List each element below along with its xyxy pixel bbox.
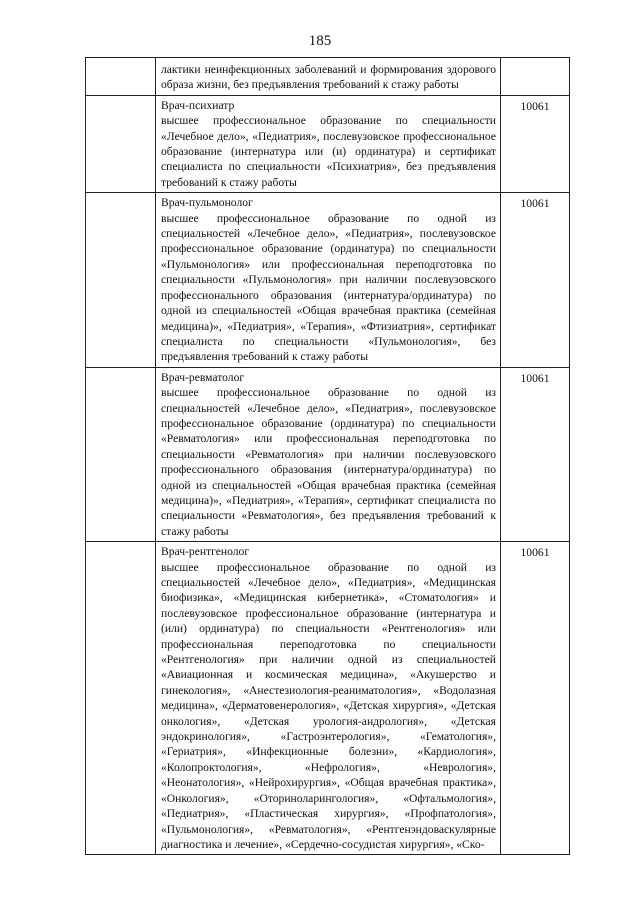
position-code bbox=[501, 58, 569, 61]
code-cell bbox=[501, 367, 570, 541]
position-requirements: высшее профессиональное образование по одной из специальностей «Лечебное дело», «Педиатрия», послевузовское профессиональное образование (ординатура) по специальности «Пульмонология» или профессиональная переподготовка по специальности «Пульмонология» при наличии послевузовского профессионального образования (интернатура/ординатура) по одной из специальностей «Общая врачебная практика (семейная медицина)», «Педиатрия», «Терапия», «Фтизиатрия», сертификат специалиста по специальности «Пульмонология», без предъявления требований к стажу работы bbox=[161, 211, 496, 364]
table-row bbox=[86, 542, 570, 855]
page-number: 185 bbox=[308, 33, 332, 49]
code-cell bbox=[501, 58, 570, 96]
empty-cell bbox=[86, 367, 156, 541]
empty-cell bbox=[86, 542, 156, 855]
position-code: 10061 bbox=[520, 99, 550, 113]
position-title: Врач-рентгенолог bbox=[161, 545, 250, 559]
table-row bbox=[86, 367, 570, 541]
position-requirements: высшее профессиональное образование по специальности «Лечебное дело», «Педиатрия», послевузовское профессиональное образование (интернатура или (и) ординатура) и сертификат специалиста по специальности «Психиатрия», без предъявления требований к стажу работы bbox=[161, 114, 496, 189]
position-requirements: лактики неинфекционных заболеваний и формирования здорового образа жизни, без предъявления требований к стажу работы bbox=[161, 63, 496, 92]
empty-cell bbox=[86, 95, 156, 192]
code-cell bbox=[501, 542, 570, 855]
position-cell bbox=[156, 193, 501, 367]
position-requirements: высшее профессиональное образование по одной из специальностей «Лечебное дело», «Педиатрия», послевузовское профессиональное образование (ординатура) по специальности «Ревматология» или профессиональная переподготовка по специальности «Ревматология» при наличии послевузовского профессионального образования (интернатура/ординатура) по одной из специальностей «Общая врачебная практика (семейная медицина)», «Педиатрия», «Терапия», сертификат специалиста по специальности «Ревматология», без предъявления требований к стажу работы bbox=[161, 386, 496, 538]
qualification-table bbox=[85, 57, 570, 855]
position-cell bbox=[156, 58, 501, 96]
position-code: 10061 bbox=[520, 546, 550, 560]
position-cell bbox=[156, 542, 501, 855]
position-code: 10061 bbox=[520, 197, 550, 211]
table-row bbox=[86, 193, 570, 367]
table-row bbox=[86, 58, 570, 96]
position-cell bbox=[156, 367, 501, 541]
position-code: 10061 bbox=[520, 371, 550, 385]
empty-cell bbox=[86, 58, 156, 96]
table-row bbox=[86, 95, 570, 192]
code-cell bbox=[501, 193, 570, 367]
position-title: Врач-ревматолог bbox=[161, 370, 245, 384]
position-title: Врач-пульмонолог bbox=[161, 196, 253, 210]
position-requirements: высшее профессиональное образование по одной из специальностей «Лечебное дело», «Педиатрия», «Медицинская биофизика», «Медицинская кибернетика», «Стоматология» и послевузовское профессиональное образование (интернатура и (или) ординатура) по специальности «Рентгенология» или профессиональная переподготовка по специальности «Рентгенология» при наличии одной из специальностей «Авиационная и космическая медицина», «Акушерство и гинекология», «Анестезиология-реаниматология», «Водолазная медицина», «Дерматовенерология», «Детская хирургия», «Детская онкология», «Детская урология-андрология», «Детская эндокринология», «Гастроэнтерология», «Гематология», «Гериатрия», «Инфекционные болезни», «Кардиология», «Колопроктология», «Нефрология», «Неврология», «Неонатология», «Нейрохирургия», «Общая врачебная практика», «Онкология», «Оториноларингология», «Офтальмология», «Педиатрия», «Пластическая хирургия», «Профпатология», «Пульмонология», «Ревматология», «Рентгенэндоваскулярные диагностика и лечение», «Сердечно-сосудистая хирургия», «Ско- bbox=[161, 560, 496, 851]
empty-cell bbox=[86, 193, 156, 367]
position-cell bbox=[156, 95, 501, 192]
position-title: Врач-психиатр bbox=[161, 98, 235, 112]
code-cell bbox=[501, 95, 570, 192]
